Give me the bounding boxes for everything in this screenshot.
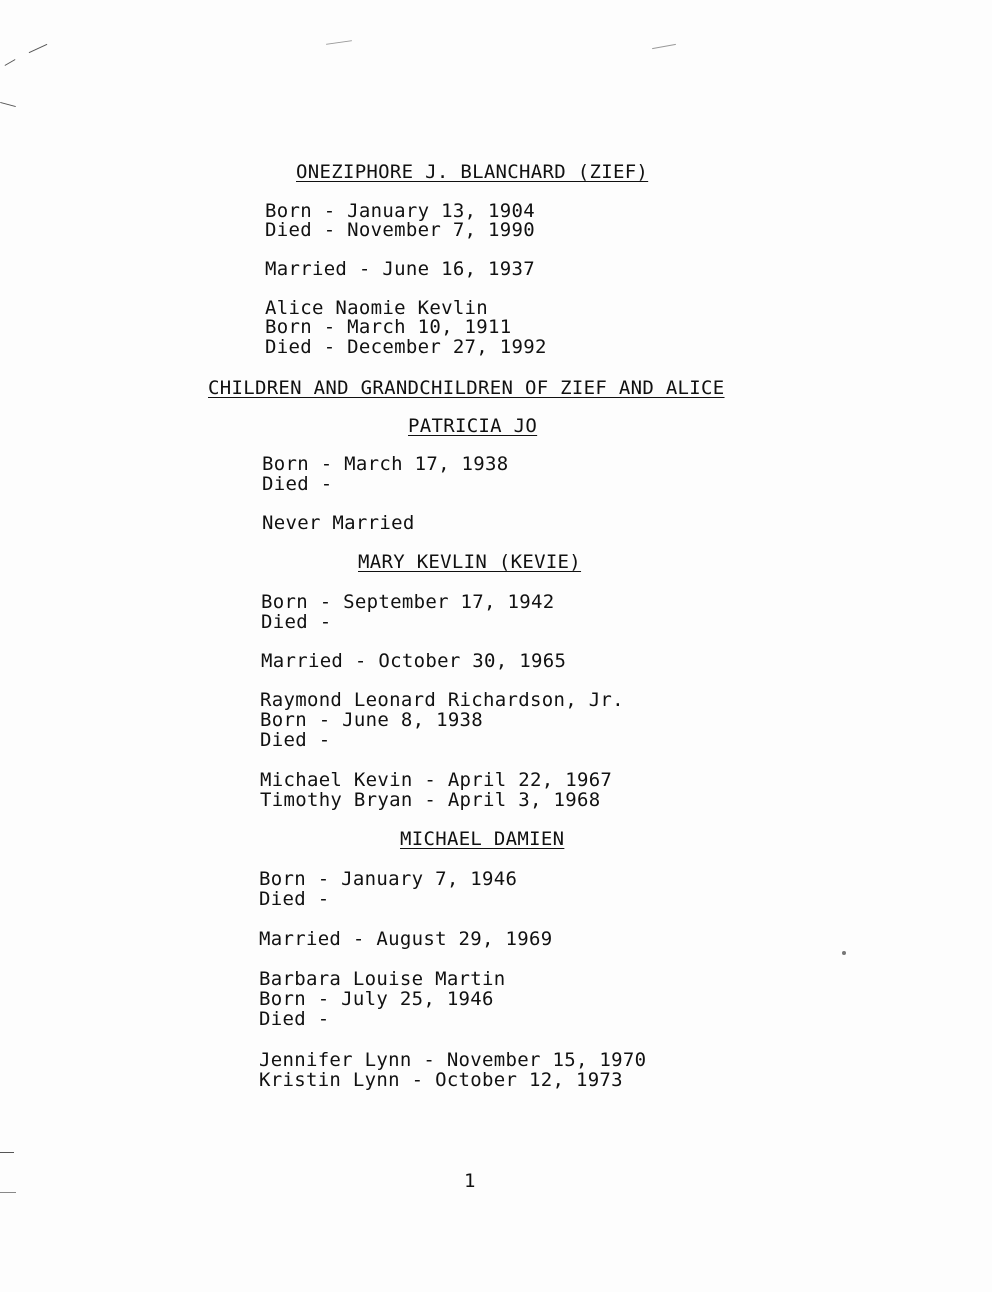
children-heading: CHILDREN AND GRANDCHILDREN OF ZIEF AND ALICE [208,377,725,399]
patricia-died: Died - [262,473,333,495]
michael-married: Married - August 29, 1969 [259,928,553,950]
michael-spouse-name: Barbara Louise Martin [259,968,506,990]
scan-mark [0,1152,14,1153]
michael-child-1: Jennifer Lynn - November 15, 1970 [259,1049,647,1071]
mary-child-1: Michael Kevin - April 22, 1967 [260,769,613,791]
zief-died: Died - November 7, 1990 [265,219,535,241]
spouse-born: Born - March 10, 1911 [265,316,512,338]
patricia-born: Born - March 17, 1938 [262,453,509,475]
michael-died: Died - [259,888,330,910]
michael-spouse-died: Died - [259,1008,330,1030]
mary-heading: MARY KEVLIN (KEVIE) [358,551,582,573]
scan-mark [29,44,48,53]
page-number: 1 [464,1170,476,1192]
mary-married: Married - October 30, 1965 [261,650,567,672]
zief-born: Born - January 13, 1904 [265,200,535,222]
scan-dot [842,951,846,955]
spouse-died: Died - December 27, 1992 [265,336,547,358]
scan-mark [0,102,16,107]
scan-mark [0,1192,16,1193]
mary-spouse-born: Born - June 8, 1938 [260,709,484,731]
mary-child-2: Timothy Bryan - April 3, 1968 [260,789,601,811]
mary-spouse-died: Died - [260,729,331,751]
michael-born: Born - January 7, 1946 [259,868,518,890]
scan-mark [5,59,16,66]
michael-heading: MICHAEL DAMIEN [400,828,565,850]
marriage-date: Married - June 16, 1937 [265,258,535,280]
patricia-heading: PATRICIA JO [408,415,538,437]
main-title: ONEZIPHORE J. BLANCHARD (ZIEF) [296,161,649,183]
mary-died: Died - [261,611,332,633]
michael-spouse-born: Born - July 25, 1946 [259,988,494,1010]
mary-born: Born - September 17, 1942 [261,591,555,613]
michael-child-2: Kristin Lynn - October 12, 1973 [259,1069,623,1091]
scan-mark [652,44,676,49]
spouse-name: Alice Naomie Kevlin [265,297,489,319]
patricia-status: Never Married [262,512,415,534]
mary-spouse-name: Raymond Leonard Richardson, Jr. [260,689,624,711]
scan-mark [326,40,352,45]
